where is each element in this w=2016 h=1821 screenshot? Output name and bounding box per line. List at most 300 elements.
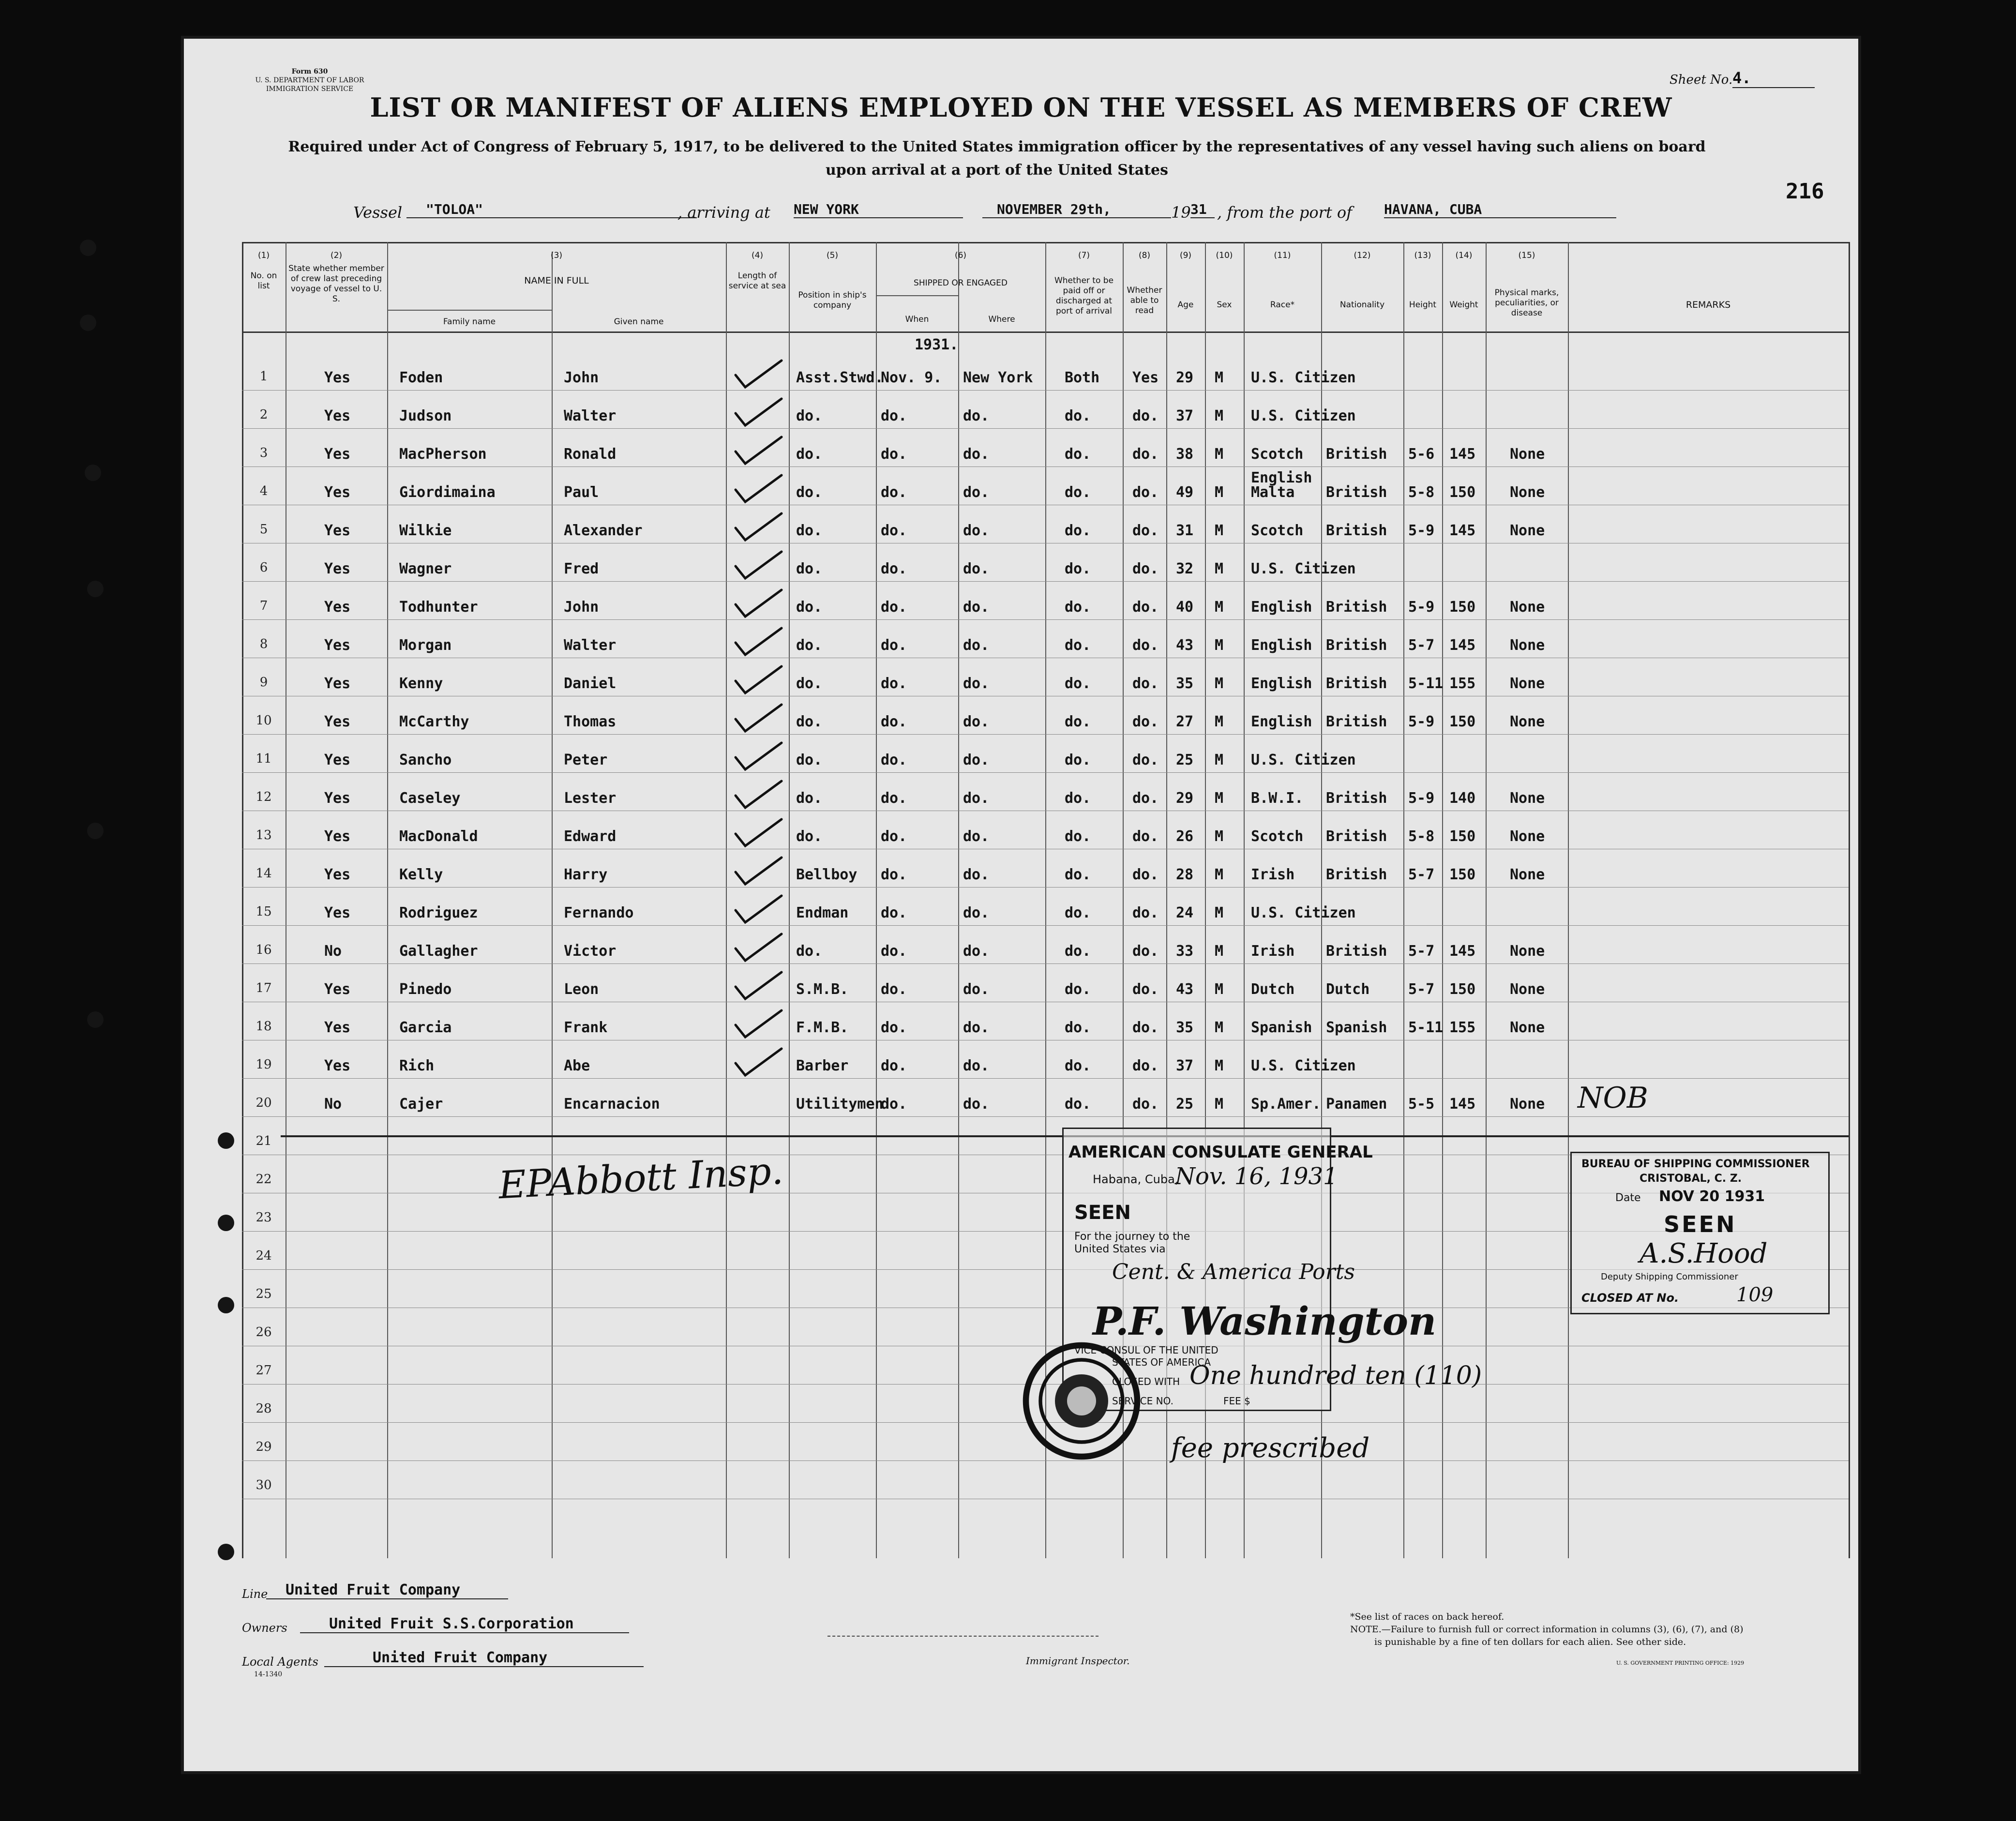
col15-num: (15)	[1518, 251, 1535, 260]
weight: 150	[1449, 828, 1476, 845]
punch-hole	[80, 315, 96, 331]
height: 5-8	[1408, 484, 1435, 501]
given-name: Leon	[564, 981, 599, 998]
row-rule	[242, 1116, 1849, 1117]
shipping-date-label: Date	[1615, 1192, 1641, 1204]
paid-off: do.	[1065, 943, 1091, 960]
race: Scotch	[1251, 446, 1304, 463]
checkmark-icon	[736, 858, 782, 884]
col6a-header: When	[905, 315, 929, 324]
punch-hole	[87, 823, 104, 839]
nationality: Dutch	[1326, 981, 1370, 998]
col8-num: (8)	[1138, 251, 1151, 260]
nationality: British	[1326, 484, 1387, 501]
shipped-where: do.	[963, 522, 990, 539]
shipped-when: do.	[881, 904, 907, 921]
family-name: Kenny	[399, 675, 443, 692]
given-name: John	[564, 599, 599, 616]
sex: M	[1215, 484, 1224, 501]
prev-voyage: Yes	[324, 866, 351, 883]
position: do.	[796, 752, 823, 768]
position: do.	[796, 790, 823, 807]
sex: M	[1215, 943, 1224, 960]
nationality: British	[1326, 675, 1387, 692]
given-name: John	[564, 369, 599, 386]
family-name: Pinedo	[399, 981, 452, 998]
races-note: *See list of races on back hereof.	[1350, 1611, 1504, 1622]
shipped-when: do.	[881, 522, 907, 539]
row-number: 3	[259, 446, 268, 460]
sex: M	[1215, 752, 1224, 768]
shipped-where: do.	[963, 904, 990, 921]
empty-row-number: 27	[256, 1363, 272, 1378]
empty-row-number: 21	[256, 1134, 272, 1148]
shipped-when: do.	[881, 1019, 907, 1036]
age: 40	[1176, 599, 1194, 616]
race: Dutch	[1251, 981, 1295, 998]
weight: 150	[1449, 599, 1476, 616]
col6-num: (6)	[954, 251, 967, 260]
height: 5-11	[1408, 675, 1444, 692]
physical-marks: None	[1510, 637, 1545, 654]
page-title: LIST OR MANIFEST OF ALIENS EMPLOYED ON THE VESSEL AS MEMBERS OF CREW	[370, 92, 1672, 123]
given-name: Abe	[564, 1057, 590, 1074]
col11-header: Race*	[1270, 300, 1295, 310]
race: Irish	[1251, 866, 1295, 883]
shipped-when: do.	[881, 790, 907, 807]
sex: M	[1215, 675, 1224, 692]
shipped-when: do.	[881, 943, 907, 960]
row-number: 8	[259, 637, 268, 651]
family-name: McCarthy	[399, 713, 469, 730]
given-name: Ronald	[564, 446, 617, 463]
checkmark-icon	[736, 819, 782, 846]
height: 5-9	[1408, 713, 1435, 730]
line-label: Line	[242, 1587, 268, 1601]
punch-hole	[87, 581, 104, 597]
empty-row-number: 24	[256, 1249, 272, 1263]
prev-voyage: Yes	[324, 369, 351, 386]
punch-hole	[80, 240, 96, 256]
paid-off: do.	[1065, 981, 1091, 998]
vessel-name: "TOLOA"	[406, 201, 697, 218]
row-number: 17	[256, 981, 272, 995]
punch-hole	[218, 1544, 234, 1560]
physical-marks: None	[1510, 522, 1545, 539]
checkmark-icon	[736, 437, 782, 464]
sex: M	[1215, 981, 1224, 998]
race: English	[1251, 675, 1312, 692]
checkmark-icon	[736, 552, 782, 578]
race: Scotch	[1251, 522, 1304, 539]
position: do.	[796, 446, 823, 463]
shipped-where: do.	[963, 981, 990, 998]
age: 25	[1176, 1096, 1194, 1113]
punch-hole	[85, 465, 101, 481]
age: 37	[1176, 1057, 1194, 1074]
col9-header: Age	[1177, 300, 1194, 310]
able-to-read: do.	[1132, 522, 1159, 539]
age: 49	[1176, 484, 1194, 501]
age: 35	[1176, 1019, 1194, 1036]
paid-off: do.	[1065, 866, 1091, 883]
position: do.	[796, 560, 823, 577]
prev-voyage: No	[324, 943, 342, 960]
age: 28	[1176, 866, 1194, 883]
empty-row-number: 22	[256, 1172, 272, 1187]
age: 37	[1176, 407, 1194, 424]
able-to-read: do.	[1132, 1019, 1159, 1036]
physical-marks: None	[1510, 943, 1545, 960]
shipped-where: do.	[963, 599, 990, 616]
row-number: 4	[259, 484, 268, 498]
manifest-sheet	[184, 39, 1858, 1771]
height: 5-7	[1408, 866, 1435, 883]
col3-header: NAME IN FULL	[524, 275, 589, 286]
vice-consul-line-2: STATES OF AMERICA	[1112, 1356, 1211, 1368]
height: 5-7	[1408, 981, 1435, 998]
sex: M	[1215, 713, 1224, 730]
height: 5-8	[1408, 828, 1435, 845]
row-number: 18	[256, 1019, 272, 1034]
agents-label: Local Agents	[242, 1655, 318, 1669]
race: English	[1251, 599, 1312, 616]
given-name: Fernando	[564, 904, 634, 921]
weight: 150	[1449, 484, 1476, 501]
nationality: British	[1326, 637, 1387, 654]
race: Spanish	[1251, 1019, 1312, 1036]
row-rule	[242, 772, 1849, 773]
age: 35	[1176, 675, 1194, 692]
prev-voyage: Yes	[324, 904, 351, 921]
col1-header: No. on list	[250, 271, 277, 291]
empty-row-number: 23	[256, 1210, 272, 1225]
shipped-when: do.	[881, 637, 907, 654]
col15-header: Physical marks, peculiarities, or disease	[1494, 288, 1559, 318]
checkmark-icon	[736, 666, 782, 693]
inspector-label: Immigrant Inspector.	[1026, 1655, 1130, 1667]
shipped-where: do.	[963, 790, 990, 807]
sex: M	[1215, 1057, 1224, 1074]
row-rule	[242, 925, 1849, 926]
checkmark-icon	[736, 513, 782, 540]
sex: M	[1215, 522, 1224, 539]
row-number: 12	[256, 790, 272, 804]
race: U.S. Citizen	[1251, 904, 1356, 921]
weight: 150	[1449, 713, 1476, 730]
row-rule	[242, 963, 1849, 964]
nationality: British	[1326, 828, 1387, 845]
age: 43	[1176, 981, 1194, 998]
paid-off: do.	[1065, 484, 1091, 501]
age: 43	[1176, 637, 1194, 654]
able-to-read: do.	[1132, 484, 1159, 501]
able-to-read: do.	[1132, 1096, 1159, 1113]
shipped-when: do.	[881, 446, 907, 463]
checkmark-icon	[736, 972, 782, 999]
paid-off: do.	[1065, 599, 1091, 616]
agents-value: United Fruit Company	[324, 1649, 644, 1667]
consulate-seal-icon	[1021, 1340, 1142, 1461]
able-to-read: do.	[1132, 790, 1159, 807]
col3a-header: Family name	[443, 317, 496, 327]
race: U.S. Citizen	[1251, 407, 1356, 424]
able-to-read: do.	[1132, 943, 1159, 960]
empty-row-number: 25	[256, 1287, 272, 1301]
paid-off: do.	[1065, 637, 1091, 654]
shipped-where: do.	[963, 560, 990, 577]
prev-voyage: Yes	[324, 484, 351, 501]
sex: M	[1215, 1019, 1224, 1036]
shipped-when: do.	[881, 1057, 907, 1074]
service-no-label: SERVICE NO.	[1112, 1395, 1173, 1407]
checkmark-icon	[736, 896, 782, 922]
position: do.	[796, 522, 823, 539]
height: 5-9	[1408, 522, 1435, 539]
height: 5-6	[1408, 446, 1435, 463]
shipped-where: do.	[963, 828, 990, 845]
checkmark-icon	[736, 361, 782, 387]
paid-off: do.	[1065, 713, 1091, 730]
age: 33	[1176, 943, 1194, 960]
consulate-date: Nov. 16, 1931	[1175, 1163, 1338, 1190]
closed-at-label: CLOSED AT No.	[1581, 1291, 1679, 1305]
journey-line-1: For the journey to the	[1074, 1231, 1190, 1243]
race: Sp.Amer.	[1251, 1096, 1321, 1113]
age: 29	[1176, 369, 1194, 386]
col1-num: (1)	[257, 251, 270, 260]
row-rule	[242, 734, 1849, 735]
able-to-read: do.	[1132, 599, 1159, 616]
nationality: British	[1326, 446, 1387, 463]
prev-voyage: Yes	[324, 446, 351, 463]
height: 5-7	[1408, 637, 1435, 654]
checkmark-icon	[736, 475, 782, 502]
col3-num: (3)	[550, 251, 563, 260]
height: 5-9	[1408, 599, 1435, 616]
family-name: MacDonald	[399, 828, 478, 845]
position: Barber	[796, 1057, 849, 1074]
departure-port: HAVANA, CUBA	[1384, 201, 1616, 218]
shipped-where: do.	[963, 943, 990, 960]
prev-voyage: Yes	[324, 752, 351, 768]
race-correction: English	[1251, 469, 1312, 486]
weight: 140	[1449, 790, 1476, 807]
department: U. S. DEPARTMENT OF LABOR	[255, 76, 364, 84]
sex: M	[1215, 866, 1224, 883]
weight: 155	[1449, 675, 1476, 692]
row-number: 10	[256, 713, 272, 728]
family-name: Rich	[399, 1057, 435, 1074]
weight: 145	[1449, 446, 1476, 463]
physical-marks: None	[1510, 599, 1545, 616]
family-name: Cajer	[399, 1096, 443, 1113]
remark: NOB	[1578, 1081, 1648, 1115]
weight: 150	[1449, 981, 1476, 998]
punch-hole	[218, 1132, 234, 1149]
height: 5-9	[1408, 790, 1435, 807]
shipped-where: do.	[963, 752, 990, 768]
from-label: , from the port of	[1217, 203, 1353, 222]
shipped-when: do.	[881, 752, 907, 768]
row-number: 15	[256, 904, 272, 919]
col6b-header: Where	[988, 315, 1015, 324]
height: 5-5	[1408, 1096, 1435, 1113]
col10-header: Sex	[1217, 300, 1232, 310]
shipped-when: do.	[881, 866, 907, 883]
closed-with-label: CLOSED WITH	[1112, 1376, 1180, 1387]
consulate-seen: SEEN	[1074, 1202, 1131, 1224]
paid-off: do.	[1065, 675, 1091, 692]
position: Endman	[796, 904, 849, 921]
sex: M	[1215, 407, 1224, 424]
race: Scotch	[1251, 828, 1304, 845]
age: 32	[1176, 560, 1194, 577]
col7-header: Whether to be paid off or discharged at port of arrival	[1054, 276, 1114, 316]
sex: M	[1215, 790, 1224, 807]
family-name: Giordimaina	[399, 484, 496, 501]
family-name: Rodriguez	[399, 904, 478, 921]
checkmark-icon	[736, 743, 782, 769]
paid-off: do.	[1065, 560, 1091, 577]
col6-header: SHIPPED OR ENGAGED	[914, 278, 1008, 288]
sex: M	[1215, 828, 1224, 845]
given-name: Paul	[564, 484, 599, 501]
family-name: Gallagher	[399, 943, 478, 960]
col8-header: Whether able to read	[1127, 286, 1162, 316]
family-name: Todhunter	[399, 599, 478, 616]
punch-hole	[87, 1011, 104, 1028]
row-number: 11	[256, 752, 272, 766]
form-number: Form 630	[291, 68, 328, 75]
nationality: British	[1326, 790, 1387, 807]
race: B.W.I.	[1251, 790, 1304, 807]
age: 29	[1176, 790, 1194, 807]
row-number: 14	[256, 866, 272, 881]
col3b-header: Given name	[614, 317, 664, 327]
given-name: Lester	[564, 790, 617, 807]
shipped-where: do.	[963, 1096, 990, 1113]
empty-row-number: 30	[256, 1478, 272, 1492]
paid-off: do.	[1065, 407, 1091, 424]
penalty-note-2: is punishable by a fine of ten dollars for each alien. See other side.	[1374, 1637, 1686, 1647]
age: 24	[1176, 904, 1194, 921]
shipped-where: do.	[963, 1057, 990, 1074]
footer-form-code: 14-1340	[254, 1671, 283, 1678]
able-to-read: do.	[1132, 675, 1159, 692]
physical-marks: None	[1510, 1096, 1545, 1113]
nationality: British	[1326, 866, 1387, 883]
col5-header: Position in ship's company	[798, 290, 867, 310]
able-to-read: Yes	[1132, 369, 1159, 386]
punch-hole	[218, 1215, 234, 1231]
punch-hole	[218, 1297, 234, 1313]
checkmark-icon	[736, 399, 782, 425]
vice-consul-signature: P.F. Washington	[1093, 1298, 1437, 1344]
race: English	[1251, 637, 1312, 654]
physical-marks: None	[1510, 790, 1545, 807]
prev-voyage: Yes	[324, 637, 351, 654]
row-number: 6	[259, 560, 268, 575]
shipped-where: do.	[963, 484, 990, 501]
service-checkmarks	[726, 356, 789, 1120]
penalty-note-1: NOTE.—Failure to furnish full or correct information in columns (3), (6), (7), and (8)	[1350, 1624, 1744, 1635]
prev-voyage: Yes	[324, 599, 351, 616]
able-to-read: do.	[1132, 981, 1159, 998]
arrival-port: NEW YORK	[794, 201, 963, 218]
given-name: Harry	[564, 866, 608, 883]
row-number: 2	[259, 407, 268, 422]
physical-marks: None	[1510, 675, 1545, 692]
inspector-annotation: EPAbbott Insp.	[497, 1149, 784, 1208]
paid-off: do.	[1065, 1019, 1091, 1036]
race: Irish	[1251, 943, 1295, 960]
printer-note: U. S. GOVERNMENT PRINTING OFFICE: 1929	[1616, 1660, 1745, 1666]
position: F.M.B.	[796, 1019, 849, 1036]
position: do.	[796, 637, 823, 654]
row-rule	[242, 619, 1849, 620]
shipped-when: do.	[881, 828, 907, 845]
paid-off: Both	[1065, 369, 1100, 386]
row-number: 9	[259, 675, 268, 690]
family-name: Kelly	[399, 866, 443, 883]
given-name: Alexander	[564, 522, 643, 539]
journey-via: Cent. & America Ports	[1112, 1260, 1355, 1284]
physical-marks: None	[1510, 866, 1545, 883]
sex: M	[1215, 904, 1224, 921]
sex: M	[1215, 637, 1224, 654]
col10-num: (10)	[1216, 251, 1233, 260]
page-number: 216	[1786, 179, 1824, 204]
sex: M	[1215, 369, 1224, 386]
position: Asst.Stwd.	[796, 369, 884, 386]
position: Utilitymen	[796, 1096, 884, 1113]
physical-marks: None	[1510, 446, 1545, 463]
shipped-when: do.	[881, 713, 907, 730]
empty-row-number: 29	[256, 1440, 272, 1454]
family-name: Morgan	[399, 637, 452, 654]
row-rule	[242, 581, 1849, 582]
given-name: Daniel	[564, 675, 617, 692]
shipped-when: do.	[881, 1096, 907, 1113]
row-rule	[242, 428, 1849, 429]
consulate-header: AMERICAN CONSULATE GENERAL	[1068, 1143, 1373, 1162]
family-name: Caseley	[399, 790, 461, 807]
position: do.	[796, 713, 823, 730]
position: do.	[796, 407, 823, 424]
family-name: Wilkie	[399, 522, 452, 539]
prev-voyage: No	[324, 1096, 342, 1113]
shipped-when: Nov. 9.	[881, 369, 942, 386]
closed-at-number: 109	[1736, 1284, 1774, 1306]
paid-off: do.	[1065, 790, 1091, 807]
col4-header: Length of service at sea	[728, 271, 786, 291]
shipped-when: do.	[881, 484, 907, 501]
row-number: 16	[256, 943, 272, 957]
paid-off: do.	[1065, 752, 1091, 768]
row-number: 20	[256, 1096, 272, 1110]
given-name: Frank	[564, 1019, 608, 1036]
prev-voyage: Yes	[324, 1019, 351, 1036]
fee-prescribed: fee prescribed	[1171, 1432, 1370, 1464]
paid-off: do.	[1065, 904, 1091, 921]
able-to-read: do.	[1132, 828, 1159, 845]
given-name: Encarnacion	[564, 1096, 660, 1113]
weight: 145	[1449, 637, 1476, 654]
prev-voyage: Yes	[324, 1057, 351, 1074]
checkmark-icon	[736, 1049, 782, 1075]
col2-num: (2)	[330, 251, 343, 260]
